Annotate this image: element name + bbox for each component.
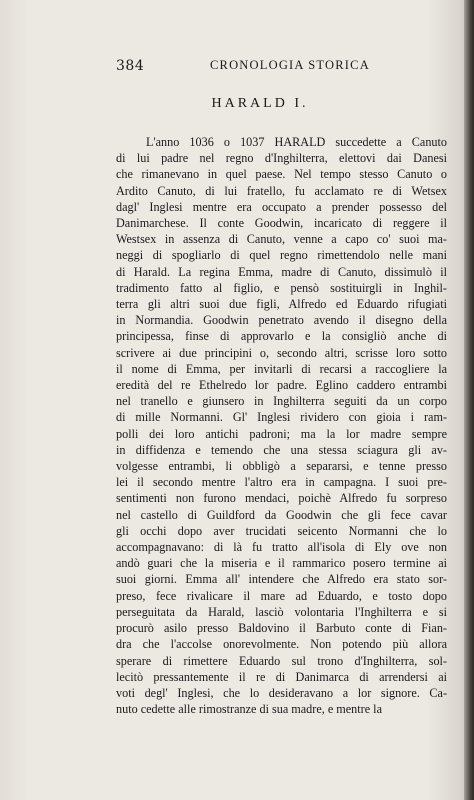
text-line: Danimarchese. Il conte Goodwin, incaricato di reggere il [116,216,447,231]
text-line: nel castello di Guildford da Goodwin che gli fece cavar [116,507,447,522]
text-line: terra gli altri suoi due figli, Alfredo ed Eduardo rifugiati [116,297,447,312]
text-line: gli occhi dopo aver trucidati seicento Normanni che lo [116,523,447,538]
text-line: voti degl' Inglesi, che lo desideravano a lor signore. Ca- [116,685,447,700]
text-line: nel tranello e giunsero in Inghilterra seguiti da un corpo [116,394,447,409]
text-line: polli dei loro antichi padroni; ma la lor madre sempre [116,426,447,441]
page-number: 384 [116,58,145,74]
text-line: lecitò pressantemente il re di Danimarca di arrendersi ai [116,669,447,684]
body-text [116,134,447,717]
text-line: perseguitata da Harald, lasciò volontaria l'Inghilterra e si [116,604,447,619]
text-line: preso, fece rivalicare il mare ad Eduardo, e tosto dopo [116,588,447,603]
text-line: principessa, finse di approvarlo e la consigliò anche di [116,329,447,344]
text-line: eredità del re Ethelredo lor padre. Eglino caddero entrambi [116,378,447,393]
text-line: sperare di rimettere Eduardo sul trono d'Inghilterra, sol- [116,653,447,668]
text-line: nuto cedette alle rimostranze di sua madre, e mentre la [116,702,382,717]
text-line: suoi giorni. Emma all' intendere che Alfredo era stato sor- [116,572,447,587]
text-line: L'anno 1036 o 1037 HARALD succedette a Canuto [146,135,447,149]
running-head: CRONOLOGIA STORICA [210,58,370,72]
text-line: lei il secondo mentre l'altro era in campagna. I suoi pre- [116,475,447,490]
text-line: scrivere ai due principini o, secondo altri, scrisse loro sotto [116,345,447,360]
text-line: di lui padre nel regno d'Inghilterra, elettovi dai Danesi [116,151,447,166]
text-line: andò guari che la miseria e il rammarico posero termine ai [116,556,447,571]
chapter-title: HARALD I. [211,96,309,111]
text-line: Westsex in assenza di Canuto, venne a capo co' suoi ma- [116,232,447,247]
text-line: di mille Normanni. Gl' Inglesi rividero con gioia i ram- [116,410,447,425]
text-line: accompagnavano: di là fu tratto all'isola di Ely ove non [116,540,447,555]
text-line: volgesse entrambi, li obbligò a separarsi, e tenne presso [116,459,447,474]
text-line: Ardito Canuto, di lui fratello, fu acclamato re di Wetsex [116,183,447,198]
text-line: di Harald. La regina Emma, madre di Canuto, dissimulò il [116,264,447,279]
text-line: in diffidenza e temendo che una stessa sciagura gli av- [116,442,447,457]
text-line: tradimento fatto al figlio, e pensò sostituirgli in Inghil- [116,280,447,295]
text-line: sentimenti non furono mendaci, poichè Alfredo fu sorpreso [116,491,447,506]
text-line: dra che l'accolse onorevolmente. Non potendo più allora [116,637,447,652]
text-line: dagl' Inglesi mentre era occupato a prender possesso del [116,199,447,214]
text-line: procurò asilo presso Baldovino il Barbuto conte di Fian- [116,621,447,636]
text-line: neggi di spogliarlo di quel regno rimettendolo nelle mani [116,248,447,263]
text-line: in Normandia. Goodwin penetrato avendo il disegno della [116,313,447,328]
text-line: il nome di Emma, per invitarli di recarsi a raccogliere la [116,361,447,376]
text-line: che rimanevano in quel paese. Nel tempo stesso Canuto o [116,167,447,182]
book-spine-shadow [464,0,474,800]
